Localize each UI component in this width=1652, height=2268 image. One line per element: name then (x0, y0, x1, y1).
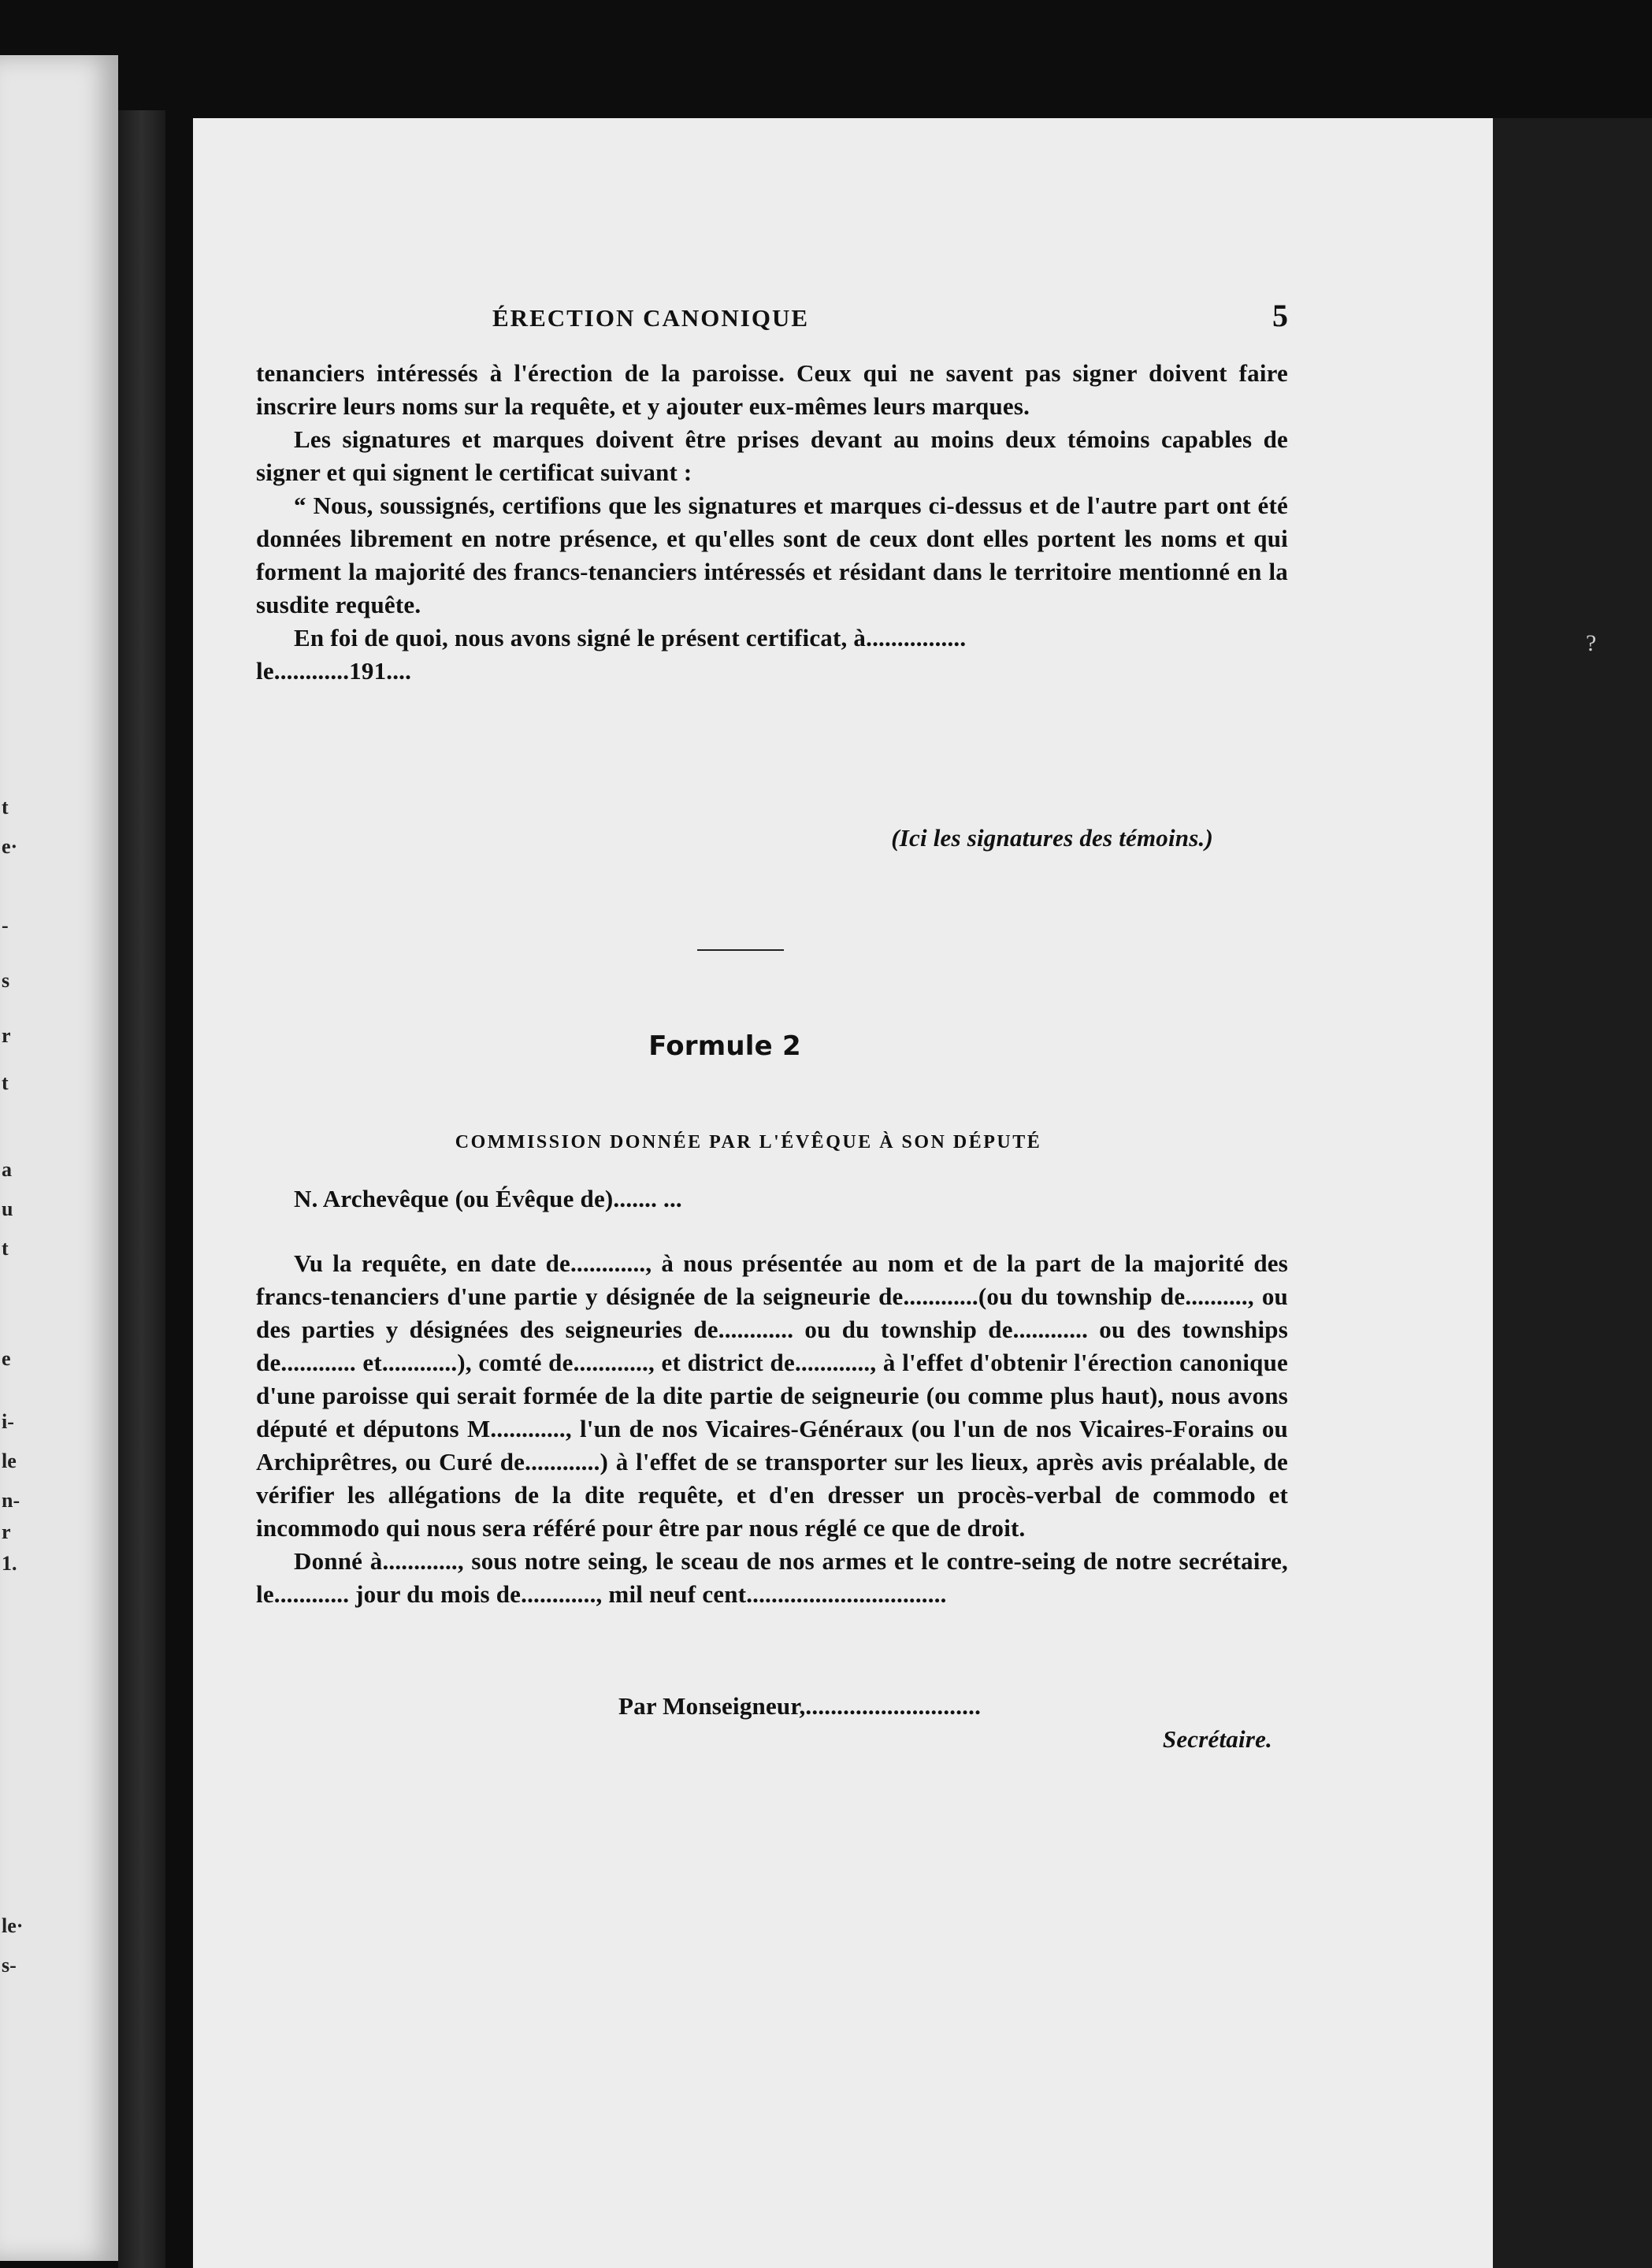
left-fragment: r (2, 1520, 11, 1543)
left-fragment: e· (2, 835, 18, 858)
vu-paragraph: Vu la requête, en date de............, à nous présentée au nom et de la part de la majorité des francs-tenanciers d'une partie y désignée de la seigneurie de............(ou du township de.........., ou des parties y désignées des seigneuries de............ ou du township de............ ou des townships de............ et............), comté de............, et district de............, à l'effet d'obtenir l'érection canonique d'une paroisse qui serait formée de la dite partie de seigneurie (ou comme plus haut), nous avons député et députons M............, l'un de nos Vicaires-Généraux (ou l'un de nos Vicaires-Forains ou Archiprêtres, ou Curé de............) à l'effet de se transporter sur les lieux, après avis préalable, de vérifier les allégations de la dite requête, et d'en dresser un procès-verbal de commodo et incommodo qui nous sera référé pour être par nous réglé ce que de droit. (256, 1249, 1288, 1542)
left-fragment: t (2, 1071, 9, 1094)
left-fragment: i- (2, 1410, 14, 1433)
left-fragment: le (2, 1450, 17, 1472)
page-number: 5 (1272, 298, 1288, 333)
left-fragment: a (2, 1158, 12, 1181)
left-fragment: 1. (2, 1552, 17, 1575)
left-fragment: t (2, 1237, 9, 1260)
page (193, 118, 1493, 2268)
left-page-fragments (0, 55, 32, 2261)
left-fragment: s- (2, 1954, 17, 1977)
header-title: ÉRECTION CANONIQUE (492, 304, 810, 332)
commission-title: COMMISSION DONNÉE PAR L'ÉVÊQUE À SON DÉPUTÉ (455, 1132, 1042, 1153)
signatures-note: (Ici les signatures des témoins.) (891, 824, 1213, 852)
paragraph: En foi de quoi, nous avons signé le présent certificat, à................ (294, 624, 967, 651)
paragraph: tenanciers intéressés à l'érection de la paroisse. Ceux qui ne savent pas signer doivent faire inscrire leurs noms sur la requête, et y ajouter eux-mêmes leurs marques. (256, 359, 1288, 420)
left-fragment: s (2, 969, 10, 992)
left-fragment: n- (2, 1489, 20, 1512)
right-background-strip (1493, 118, 1652, 2268)
book-spine (118, 110, 165, 2268)
right-margin-mark: ? (1586, 630, 1597, 656)
par-monseigneur: Par Monseigneur,............................ (618, 1692, 982, 1720)
left-fragment: t (2, 796, 9, 818)
running-header (492, 299, 1288, 335)
paragraph: “ Nous, soussignés, certifions que les signatures et marques ci-dessus et de l'autre part ont été données librement en notre présence, et qu'elles sont de ceux dont elles portent les noms et qui forment la majorité des francs-tenanciers intéressés et résidant dans le territoire mentionné en la susdite requête. (256, 492, 1288, 618)
formule-title: Formule 2 (648, 1030, 801, 1062)
page-content (256, 299, 1288, 1756)
archeveque-line: N. Archevêque (ou Évêque de)....... ... (294, 1185, 682, 1212)
left-fragment: le· (2, 1914, 24, 1937)
left-fragment: r (2, 1024, 11, 1047)
donne-paragraph: Donné à............, sous notre seing, le sceau de nos armes et le contre-seing de notre secrétaire, le............ jour du mois de............, mil neuf cent................................ (256, 1547, 1288, 1608)
left-fragment: u (2, 1197, 13, 1220)
left-page-edge (0, 55, 118, 2261)
left-fragment: e (2, 1347, 11, 1370)
paragraph: le............191.... (256, 657, 412, 685)
section-separator (697, 949, 784, 951)
secretaire: Secrétaire. (1162, 1725, 1272, 1753)
left-fragment: - (2, 914, 9, 937)
paragraph: Les signatures et marques doivent être prises devant au moins deux témoins capables de signer et qui signent le certificat suivant : (256, 425, 1288, 486)
